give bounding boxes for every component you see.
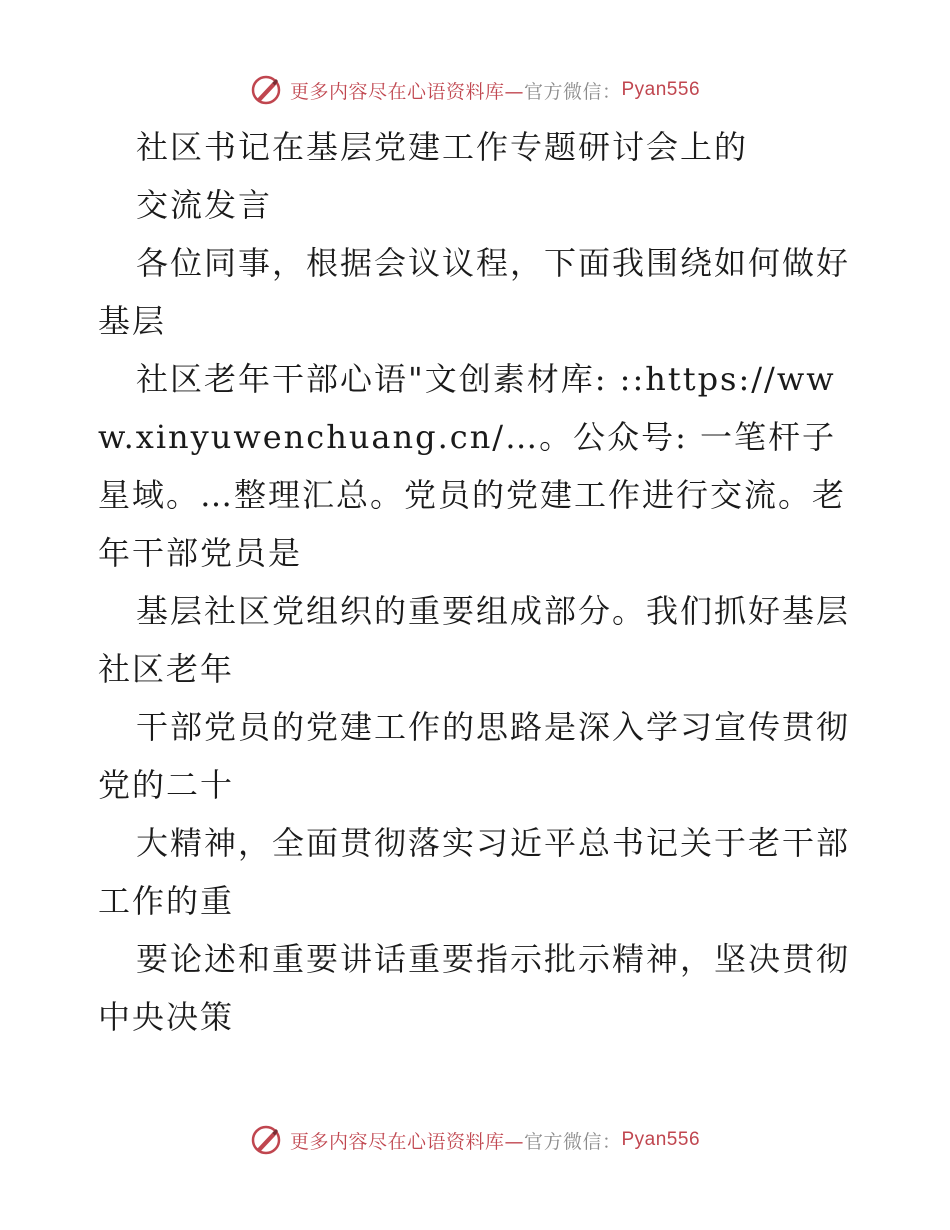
- paragraph: 各位同事，根据会议议程，下面我围绕如何做好基层: [98, 244, 851, 340]
- paragraph: 社区老年干部心语"文创素材库: ::https://www.xinyuwenchuang.cn/…。公众号: 一笔杆子星域。…整理汇总。党员的党建工作进行交流。老年干部党员是: [98, 360, 847, 572]
- paragraph: 大精神，全面贯彻落实习近平总书记关于老干部工作的重: [98, 824, 851, 920]
- pen-logo-icon: [250, 74, 282, 106]
- banner-text: 更多内容尽在心语资料库—: [289, 1130, 524, 1153]
- paragraph-title-line-1: 社区书记在基层党建工作专题研讨会上的: [136, 128, 749, 166]
- document-body: [98, 118, 858, 1046]
- paragraph-title-line-2: 交流发言: [136, 186, 273, 224]
- wechat-id: Pyan556: [621, 79, 701, 100]
- pen-logo-icon: [250, 1124, 282, 1156]
- wechat-id: Pyan556: [621, 1129, 701, 1150]
- footer-banner: [0, 1120, 950, 1160]
- paragraph: 基层社区党组织的重要组成部分。我们抓好基层社区老年: [98, 592, 851, 688]
- banner-text: 更多内容尽在心语资料库—: [289, 80, 524, 103]
- wechat-label: 官方微信：: [523, 80, 622, 103]
- paragraph: 干部党员的党建工作的思路是深入学习宣传贯彻党的二十: [98, 708, 851, 804]
- wechat-label: 官方微信：: [523, 1130, 622, 1153]
- paragraph: 要论述和重要讲话重要指示批示精神，坚决贯彻中央决策: [98, 940, 851, 1036]
- header-banner: [0, 70, 950, 110]
